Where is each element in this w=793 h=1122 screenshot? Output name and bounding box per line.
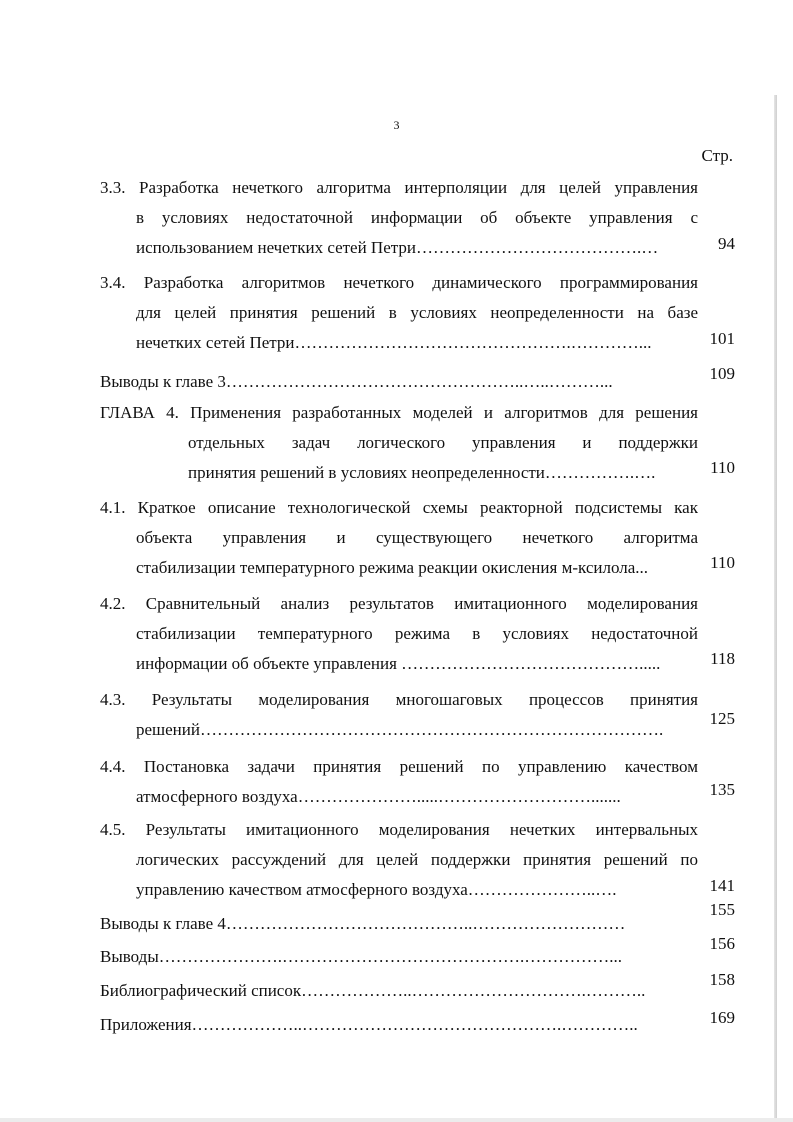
toc-line: 3.3. Разработка нечеткого алгоритма интерполяции для целей управления (100, 178, 698, 197)
toc-line: Библиографический список………………..………………………….……….. (100, 981, 646, 1000)
toc-line: нечетких сетей Петри………………………………………….…………... (136, 333, 652, 352)
toc-line: Выводы………………….…………………………………….……………... (100, 947, 623, 966)
toc-line: атмосферного воздуха………………….....………………………....... (136, 787, 621, 806)
toc-line: 4.4. Постановка задачи принятия решений по управлению качеством (100, 757, 698, 776)
toc-page-number: 110 (710, 553, 735, 572)
toc-entry-chapter-4 (100, 398, 698, 488)
toc-page-number: 94 (718, 234, 735, 253)
toc-line: 4.3. Результаты моделирования многошаговых процессов принятия (100, 690, 698, 709)
page-column-header: Стр. (701, 146, 733, 165)
toc-line: 3.4. Разработка алгоритмов нечеткого динамического программирования (100, 273, 698, 292)
toc-line: в условиях недостаточной информации об объекте управления с (136, 208, 698, 227)
toc-line: Выводы к главе 4……………………………………..……………………… (100, 914, 626, 933)
toc-line: объекта управления и существующего нечеткого алгоритма (136, 528, 698, 547)
toc-entry-3-3 (100, 173, 698, 263)
toc-page-number: 155 (709, 900, 735, 919)
toc-entry-4-5 (100, 815, 698, 905)
toc-line: 4.2. Сравнительный анализ результатов имитационного моделирования (100, 594, 698, 613)
toc-page-number: 110 (710, 458, 735, 477)
toc-line: Приложения………………..……………………………………….………….. (100, 1015, 638, 1034)
toc-page-number: 109 (709, 364, 735, 383)
toc-line: стабилизации температурного режима реакции окисления м-ксилола... (136, 558, 649, 577)
toc-page-number: 156 (709, 934, 735, 953)
toc-entry-conclusions-4 (100, 909, 698, 939)
page-number: 3 (393, 118, 400, 132)
toc-line: принятия решений в условиях неопределенности…………….…. (188, 463, 656, 482)
toc-entry-conclusions (100, 942, 698, 972)
toc-page-number: 125 (709, 709, 735, 728)
toc-entry-bibliography (100, 976, 698, 1006)
toc-line: логических рассуждений для целей поддержки принятия решений по (136, 850, 698, 869)
toc-line: для целей принятия решений в условиях неопределенности на базе (136, 303, 698, 322)
toc-entry-4-2 (100, 589, 698, 679)
toc-entry-4-1 (100, 493, 698, 583)
toc-page-number: 141 (709, 876, 735, 895)
page-bottom-edge (0, 1118, 793, 1122)
page-edge-shadow (774, 95, 777, 1122)
toc-entry-4-4 (100, 752, 698, 812)
toc-page-number: 169 (709, 1008, 735, 1027)
toc-line: Выводы к главе 3……………………………………………..…..………... (100, 372, 613, 391)
toc-line: 4.5. Результаты имитационного моделирования нечетких интервальных (100, 820, 698, 839)
toc-page-number: 118 (710, 649, 735, 668)
toc-line: управлению качеством атмосферного воздуха…………………..…. (136, 880, 617, 899)
toc-line: использованием нечетких сетей Петри………………………………….… (136, 238, 659, 257)
toc-page-number: 101 (709, 329, 735, 348)
toc-entry-conclusions-3 (100, 367, 698, 397)
toc-line: решений………………………………………………………………………. (136, 720, 664, 739)
toc-entry-4-3 (100, 685, 698, 745)
toc-line: отдельных задач логического управления и поддержки (188, 433, 698, 452)
toc-line: информации об объекте управления ……………………………………..... (136, 654, 661, 673)
toc-line: ГЛАВА 4. Применения разработанных моделей и алгоритмов для решения (100, 403, 698, 422)
toc-entry-3-4 (100, 268, 698, 358)
toc-page-number: 158 (709, 970, 735, 989)
toc-page-number: 135 (709, 780, 735, 799)
toc-line: стабилизации температурного режима в условиях недостаточной (136, 624, 698, 643)
toc-entry-appendices (100, 1010, 698, 1040)
toc-line: 4.1. Краткое описание технологической схемы реакторной подсистемы как (100, 498, 698, 517)
